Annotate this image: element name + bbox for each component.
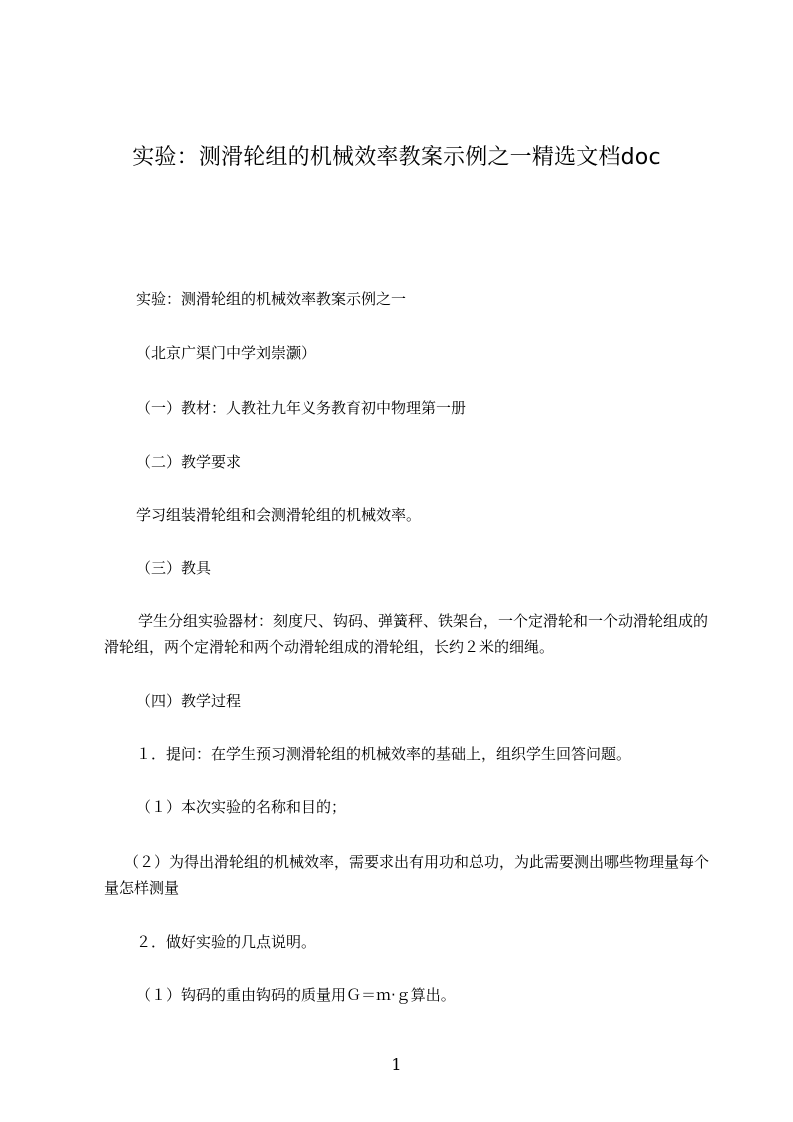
paragraph-author: （北京广渠门中学刘崇灏）	[136, 344, 317, 362]
paragraph-teaching-aids-heading: （三）教具	[136, 559, 212, 577]
paragraph-teaching-requirements: 学习组装滑轮组和会测滑轮组的机械效率。	[136, 506, 422, 524]
paragraph-question-step: １．提问：在学生预习测滑轮组的机械效率的基础上，组织学生回答问题。	[136, 745, 632, 763]
paragraph-experiment-equipment: 学生分组实验器材：刻度尺、钩码、弹簧秤、铁架台，一个定滑轮和一个动滑轮组成的滑轮组，两个定滑轮和两个动滑轮组成的滑轮组，长约２米的细绳。	[104, 612, 709, 656]
paragraph-hook-weight-note: （１）钩码的重由钩码的质量用Ｇ＝ｍ·ｇ算出。	[136, 986, 456, 1004]
paragraph-teaching-requirements-heading: （二）教学要求	[136, 453, 242, 471]
paragraph-question-2: （２）为得出滑轮组的机械效率，需要求出有用功和总功，为此需要测出哪些物理量每个量怎样测量	[104, 853, 710, 897]
page-number: 1	[391, 1055, 402, 1074]
paragraph-lesson-title: 实验：测滑轮组的机械效率教案示例之一	[136, 290, 407, 308]
paragraph-question-1: （１）本次实验的名称和目的；	[136, 798, 347, 816]
document-title: 实验：测滑轮组的机械效率教案示例之一精选文档doc	[132, 145, 661, 170]
paragraph-textbook: （一）教材：人教社九年义务教育初中物理第一册	[136, 399, 467, 417]
paragraph-teaching-process-heading: （四）教学过程	[136, 692, 242, 710]
paragraph-experiment-notes-heading: ２．做好实验的几点说明。	[136, 933, 317, 951]
